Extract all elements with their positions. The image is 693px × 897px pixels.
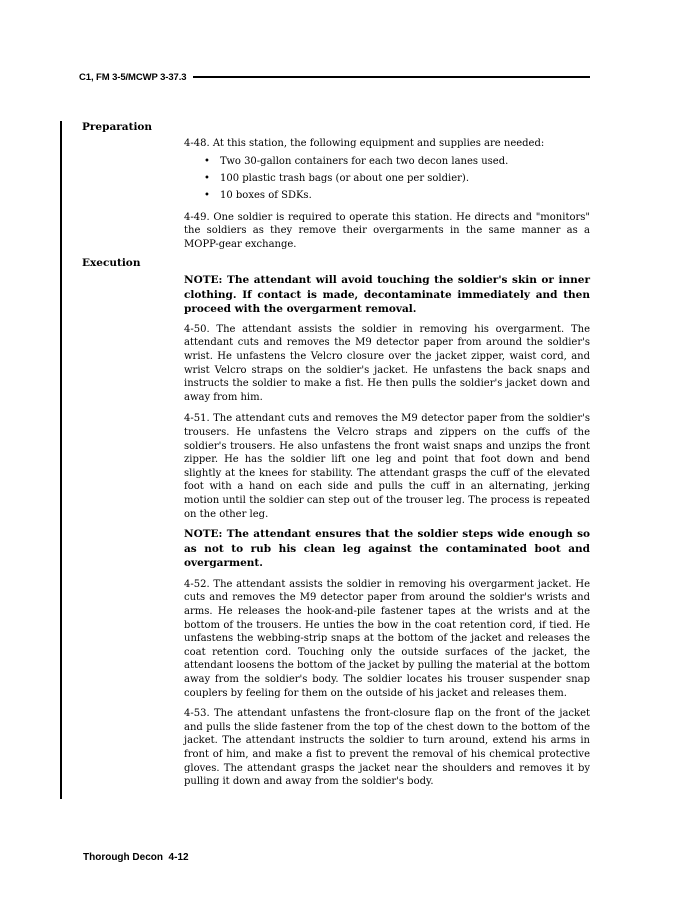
list-item-text: 100 plastic trash bags (or about one per soldier). xyxy=(220,172,470,184)
paragraph-4-52: 4-52. The attendant assists the soldier in removing his overgarment jacket. He cuts and removes the M9 detector paper from around the soldier's wrists and arms. He releases the hook-and-pile fastener tapes at the wrists and at the bottom of the trousers. He unties the bow in the coat retention cord, if tied. He unfastens the webbing-strip snaps at the bottom of the jacket and releases the coat retention cord. Touching only the outside surfaces of the jacket, the attendant loosens the bottom of the jacket by pulling the material at the bottom away from the soldier's body. The soldier locates his trouser suspender snap couplers by feeling for them on the outside of his jacket and releases them. xyxy=(184,578,591,699)
equipment-list xyxy=(184,153,590,204)
bullet-icon: • xyxy=(204,189,210,201)
running-header xyxy=(79,70,590,84)
list-item xyxy=(184,153,590,170)
header-rule xyxy=(193,76,590,78)
header-title: C1, FM 3-5/MCWP 3-37.3 xyxy=(79,71,187,83)
paragraph-4-48: 4-48. At this station, the following equipment and supplies are needed: xyxy=(184,138,545,149)
section-heading-preparation: Preparation xyxy=(82,121,153,133)
paragraph-4-50: 4-50. The attendant assists the soldier in removing his overgarment. The attendant cuts and removes the M9 detector paper from around the soldier's wrist. He unfastens the Velcro closure over the jacket zipper, waist cord, and wrist Velcro straps on the soldier's jacket. He unfastens the back snaps and instructs the soldier to make a fist. He then pulls the soldier's jacket down and away from him. xyxy=(184,323,590,403)
page-footer: Thorough Decon 4-12 xyxy=(83,852,189,863)
execution-body xyxy=(184,273,590,789)
list-item-text: 10 boxes of SDKs. xyxy=(220,189,312,201)
change-bar xyxy=(60,121,62,799)
list-item-text: Two 30-gallon containers for each two decon lanes used. xyxy=(220,155,509,167)
list-item xyxy=(184,187,590,204)
bullet-icon: • xyxy=(204,155,210,167)
paragraph-4-49: 4-49. One soldier is required to operate this station. He directs and "monitors" the soldiers as they remove their overgarments in the same manner as a MOPP-gear exchange. xyxy=(184,211,590,250)
section-heading-execution: Execution xyxy=(82,257,141,269)
list-item xyxy=(184,170,590,187)
preparation-body xyxy=(184,137,590,251)
paragraph-4-53: 4-53. The attendant unfastens the front-closure flap on the front of the jacket and pulls the slide fastener from the top of the chest down to the bottom of the jacket. The attendant instructs the soldier to turn around, extend his arms in front of him, and make a fist to prevent the removal of his chemical protective gloves. The attendant grasps the jacket near the shoulders and removes it by pulling it down and away from the soldier's body. xyxy=(184,708,590,788)
paragraph-4-51: 4-51. The attendant cuts and removes the M9 detector paper from the soldier's trousers. He unfastens the Velcro straps and zippers on the cuffs of the soldier's trousers. He also unfastens the front waist snaps and unzips the front zipper. He has the soldier lift one leg and point that foot down and bend slightly at the knees for stability. The attendant grasps the cuff of the elevated foot with a hand on each side and pulls the cuff in an alternating, jerking motion until the soldier can step out of the trouser leg. The process is repeated on the other leg. xyxy=(184,413,590,520)
note-step-wide: NOTE: The attendant ensures that the soldier steps wide enough so as not to rub his clean leg against the contaminated boot and overgarment. xyxy=(184,528,590,570)
note-skin-contact: NOTE: The attendant will avoid touching the soldier's skin or inner clothing. If contact is made, decontaminate immediately and then proceed with the overgarment removal. xyxy=(184,274,590,316)
bullet-icon: • xyxy=(204,172,210,184)
